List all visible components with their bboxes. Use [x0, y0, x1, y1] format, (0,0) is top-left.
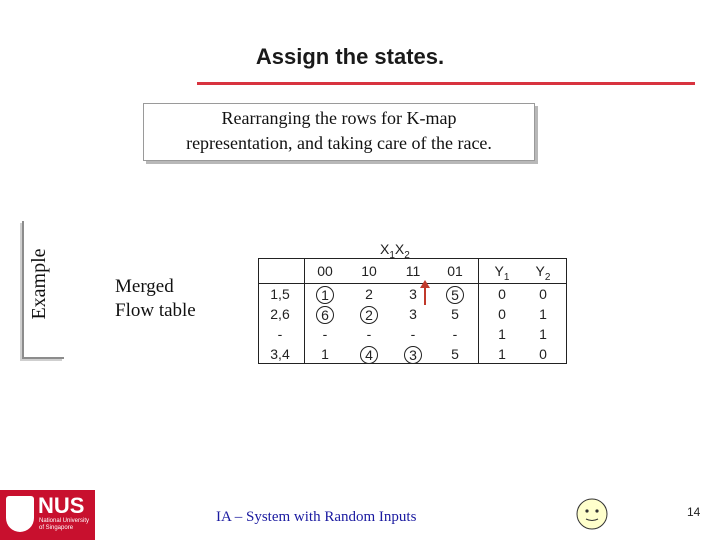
y2-value: 0 [539, 346, 547, 362]
subtitle [143, 106, 535, 156]
slide-title: Assign the states. [255, 44, 445, 69]
merged-label-line-2: Flow table [115, 300, 196, 321]
table-cell: - [322, 326, 328, 342]
table-cell [438, 286, 472, 304]
table-cell: 3 [409, 286, 417, 302]
column-header-11: 11 [405, 263, 421, 279]
table-header-divider [259, 283, 566, 284]
table-cell [352, 306, 386, 324]
y2-value: 1 [539, 306, 547, 322]
subtitle-line-1: Rearranging the rows for K-map [221, 108, 457, 128]
y2-value: 0 [539, 286, 547, 302]
row-label: 1,5 [270, 286, 290, 302]
stable-state-circle: 5 [446, 286, 464, 304]
table-cell: - [452, 326, 458, 342]
table-cell: - [410, 326, 416, 342]
stable-state-circle: 6 [316, 306, 334, 324]
column-header-01: 01 [447, 263, 463, 279]
footer-text: IA – System with Random Inputs [216, 509, 417, 525]
y1-value: 0 [498, 286, 506, 302]
row-label: - [277, 326, 283, 342]
x1-subscript: 1 [389, 249, 395, 261]
merged-label-line-1: Merged [115, 276, 174, 297]
merged-flow-table-label [115, 275, 196, 323]
table-cell [396, 346, 430, 364]
column-header-00: 00 [317, 263, 333, 279]
y2-value: 1 [539, 326, 547, 342]
title-underline [197, 82, 695, 85]
output-header-y1 [485, 263, 519, 286]
row-label-divider [304, 259, 305, 363]
row-label: 2,6 [270, 306, 290, 322]
output-header-y2-letter: Y [535, 263, 545, 279]
page-number: 14 [687, 505, 701, 519]
x2-subscript: 2 [404, 249, 410, 261]
output-header-y2 [526, 263, 560, 286]
stable-state-circle: 3 [404, 346, 422, 364]
output-header-y1-letter: Y [494, 263, 504, 279]
column-header-10: 10 [361, 263, 377, 279]
race-arrow-icon [419, 280, 431, 306]
table-cell [352, 346, 386, 364]
y1-value: 1 [498, 346, 506, 362]
output-header-y2-subscript: 2 [544, 271, 551, 283]
stable-state-circle: 4 [360, 346, 378, 364]
stable-state-circle: 2 [360, 306, 378, 324]
table-cell: 1 [321, 346, 329, 362]
table-cell: 5 [451, 346, 459, 362]
table-cell: 5 [451, 306, 459, 322]
table-cell: 2 [365, 286, 373, 302]
x2-letter: X [394, 241, 405, 257]
y1-value: 1 [498, 326, 506, 342]
y1-value: 0 [498, 306, 506, 322]
crest-icon [6, 496, 34, 532]
table-cell [308, 306, 342, 324]
subtitle-line-2: representation, and taking care of the race. [186, 133, 492, 153]
logo-text: NUS [38, 493, 85, 518]
logo-subtext: National University of Singapore [39, 518, 90, 531]
table-cell: - [366, 326, 372, 342]
stable-state-circle: 1 [316, 286, 334, 304]
output-divider [478, 259, 479, 363]
x1-letter: X [380, 241, 390, 257]
row-label: 3,4 [270, 346, 290, 362]
table-cell [308, 286, 342, 304]
output-header-y1-subscript: 1 [503, 271, 510, 283]
table-cell: 3 [409, 306, 417, 322]
side-label: Example [28, 248, 50, 320]
smiley-icon [576, 498, 608, 530]
